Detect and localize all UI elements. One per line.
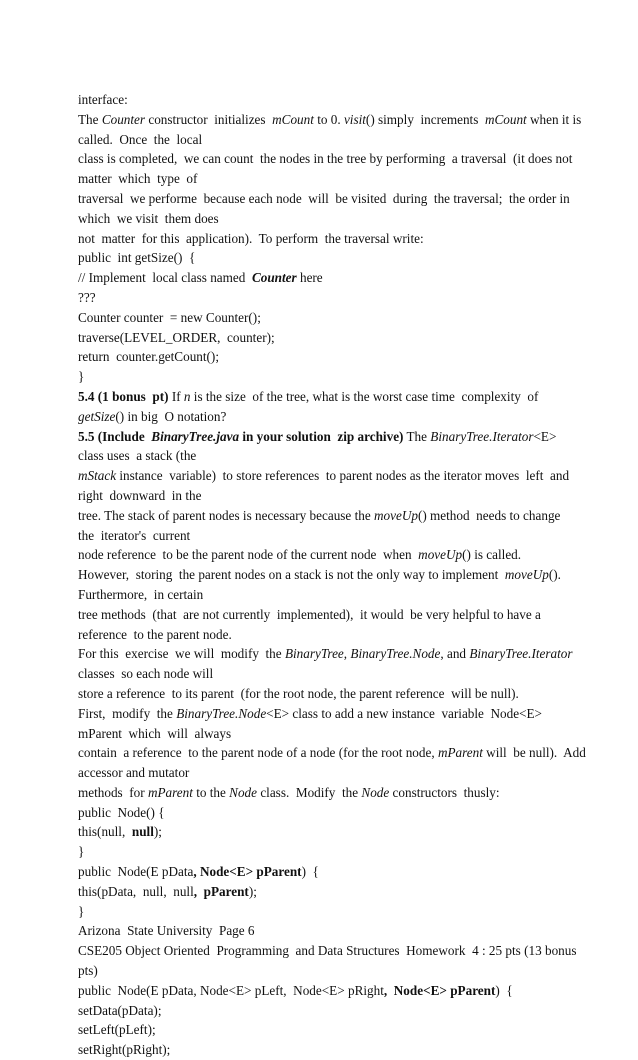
text-run: Node (361, 784, 390, 800)
text-run: 5.5 (Include (78, 428, 152, 444)
text-run: BinaryTree.Iterator (469, 646, 573, 662)
text-run: , (343, 646, 351, 662)
text-line (78, 288, 578, 308)
text-run: Counter (101, 111, 146, 127)
text-run: class is completed, we can count the nodes in the tree by performing a traversal (it does not (78, 151, 573, 167)
text-line (78, 367, 578, 387)
text-run: classes so each node will (78, 666, 214, 682)
text-line (78, 862, 578, 882)
text-run: Furthermore, in certain (78, 586, 204, 602)
text-run: public Node() { (78, 804, 165, 820)
text-run: BinaryTree (284, 646, 344, 662)
text-run: store a reference to its parent (for the root node, the parent reference will be null). (78, 685, 519, 701)
text-run: Counter (251, 270, 297, 286)
text-run: null (131, 824, 154, 840)
text-line (78, 387, 578, 407)
text-run: setLeft(pLeft); (78, 1022, 156, 1038)
text-run: <E> (533, 428, 557, 444)
text-run: () method needs to change (417, 507, 561, 523)
text-run: accessor and mutator (78, 765, 190, 781)
text-line (78, 684, 578, 704)
text-line (78, 466, 578, 486)
text-run: this(pData, null, null (78, 883, 194, 899)
text-run: For this exercise we will modify the (78, 646, 285, 662)
text-run: pts) (78, 963, 98, 979)
text-run: ??? (78, 289, 96, 305)
text-line (78, 526, 578, 546)
text-run: First, modify the (78, 705, 177, 721)
text-run: If (168, 388, 184, 404)
text-line (78, 1001, 578, 1021)
text-run: , Node<E> pParent (193, 864, 302, 880)
text-run: ) { (301, 864, 319, 880)
text-run: mCount (484, 111, 527, 127)
text-line (78, 882, 578, 902)
text-run: (). (548, 567, 561, 583)
text-line (78, 328, 578, 348)
text-run: is the size of the tree, what is the worst case time complexity of (190, 388, 539, 404)
text-line (78, 743, 586, 763)
text-run: 5.4 (1 bonus pt) (78, 388, 169, 404)
text-run: } (78, 903, 85, 919)
text-run: to 0. (313, 111, 344, 127)
text-run: ); (248, 883, 257, 899)
text-line (78, 822, 578, 842)
text-run: right downward in the (78, 487, 202, 503)
text-run: traverse(LEVEL_ORDER, counter); (78, 329, 275, 345)
text-run: Arizona State University Page 6 (78, 923, 255, 939)
text-run: The (403, 428, 431, 444)
text-line (78, 229, 578, 249)
text-line (78, 941, 578, 961)
text-line (78, 605, 578, 625)
text-run: setData(pData); (78, 1002, 162, 1018)
text-run: return counter.getCount(); (78, 349, 219, 365)
text-line (78, 704, 578, 724)
text-line (78, 347, 578, 367)
text-line (78, 625, 578, 645)
text-run: reference to the parent node. (78, 626, 232, 642)
document-body (78, 90, 586, 1060)
text-run: mParent which will always (78, 725, 232, 741)
text-line (78, 130, 578, 150)
text-run: moveUp (418, 547, 463, 563)
text-run: mCount (272, 111, 314, 127)
text-run: constructor initializes (145, 111, 273, 127)
text-run: ) { (495, 982, 513, 998)
text-run: in your solution zip archive) (239, 428, 404, 444)
text-run: tree methods (that are not currently implemented), it would be very helpful to have a (78, 606, 541, 622)
text-run: n (183, 388, 191, 404)
text-run: () is called. (462, 547, 522, 563)
text-run: } (78, 844, 85, 860)
text-run: BinaryTree.Iterator (430, 428, 534, 444)
text-run: Counter counter = new Counter(); (78, 309, 261, 325)
text-run: visit (343, 111, 366, 127)
text-run: class uses a stack (the (78, 448, 197, 464)
text-line (78, 664, 578, 684)
text-run: contain a reference to the parent node of a node (for the root node, (78, 745, 438, 761)
text-run: methods for (78, 784, 148, 800)
text-run: the iterator's current (78, 527, 191, 543)
text-line (78, 427, 578, 447)
text-line (78, 248, 578, 268)
text-run: } (78, 369, 85, 385)
text-line (78, 565, 578, 585)
text-run: <E> class to add a new instance variable Node<E> (266, 705, 542, 721)
text-run: this(null, (78, 824, 132, 840)
text-line (78, 783, 578, 803)
text-run: class. Modify the (257, 784, 362, 800)
text-run: interface: (78, 92, 128, 107)
text-line (78, 545, 578, 565)
text-run: will be null). Add (482, 745, 586, 761)
text-run: getSize (78, 408, 116, 424)
text-run: which we visit them does (78, 210, 219, 226)
text-run: // Implement local class named (78, 270, 252, 286)
text-run: CSE205 Object Oriented Programming and Data Structures Homework 4 : 25 pts (13 bonus (78, 943, 577, 959)
text-line (78, 486, 578, 506)
text-run: mParent (147, 784, 193, 800)
text-line (78, 644, 578, 664)
text-run: public int getSize() { (78, 250, 196, 266)
text-line (78, 1020, 578, 1040)
text-run: mStack (78, 468, 117, 484)
text-run: traversal we performe because each node will be visited during the traversal; the order in (78, 190, 570, 206)
text-line (78, 169, 578, 189)
text-line (78, 981, 578, 1001)
text-run: called. Once the local (78, 131, 203, 147)
text-run: node reference to be the parent node of the current node when (78, 547, 419, 563)
text-run: The (78, 111, 102, 127)
text-run: here (296, 270, 323, 286)
text-line (78, 803, 578, 823)
text-run: , and (440, 646, 470, 662)
text-run: instance variable) to store references to parent nodes as the iterator moves left and (116, 468, 570, 484)
text-run: ); (153, 824, 162, 840)
text-line (78, 961, 578, 981)
text-run: , pParent (193, 883, 249, 899)
text-line (78, 842, 578, 862)
text-run: BinaryTree.Node (176, 705, 267, 721)
text-line (78, 268, 578, 288)
text-run: matter which type of (78, 171, 198, 187)
text-run: Node (229, 784, 258, 800)
text-line (78, 921, 578, 941)
text-run: to the (192, 784, 230, 800)
text-run: () in big O notation? (115, 408, 227, 424)
text-run: () simply increments (365, 111, 485, 127)
text-line (78, 189, 578, 209)
text-line (78, 308, 578, 328)
text-run: setRight(pRight); (78, 1042, 171, 1058)
text-run: BinaryTree.Node (350, 646, 441, 662)
text-line (78, 209, 578, 229)
text-line (78, 902, 578, 922)
text-line (78, 1040, 578, 1060)
text-line (78, 724, 578, 744)
text-line (78, 585, 578, 605)
text-line (78, 763, 578, 783)
text-run: when it is (526, 111, 582, 127)
text-run: mParent (437, 745, 483, 761)
text-line (78, 506, 578, 526)
text-run: public Node(E pData (78, 864, 194, 880)
text-run: constructors thusly: (389, 784, 500, 800)
text-run: However, storing the parent nodes on a stack is not the only way to implement (78, 567, 505, 583)
text-run: moveUp (504, 567, 549, 583)
text-run: moveUp (374, 507, 418, 523)
text-run: , Node<E> pParent (383, 982, 496, 998)
text-run: tree. The stack of parent nodes is necessary because the (78, 507, 374, 523)
text-line (78, 149, 578, 169)
text-run: not matter for this application). To perform the traversal write: (78, 230, 424, 246)
text-run: BinaryTree.java (151, 428, 240, 444)
text-line (78, 446, 578, 466)
text-line (78, 407, 578, 427)
text-line (78, 90, 578, 110)
text-run: public Node(E pData, Node<E> pLeft, Node<E> pRight (78, 982, 384, 998)
text-line (78, 110, 582, 130)
